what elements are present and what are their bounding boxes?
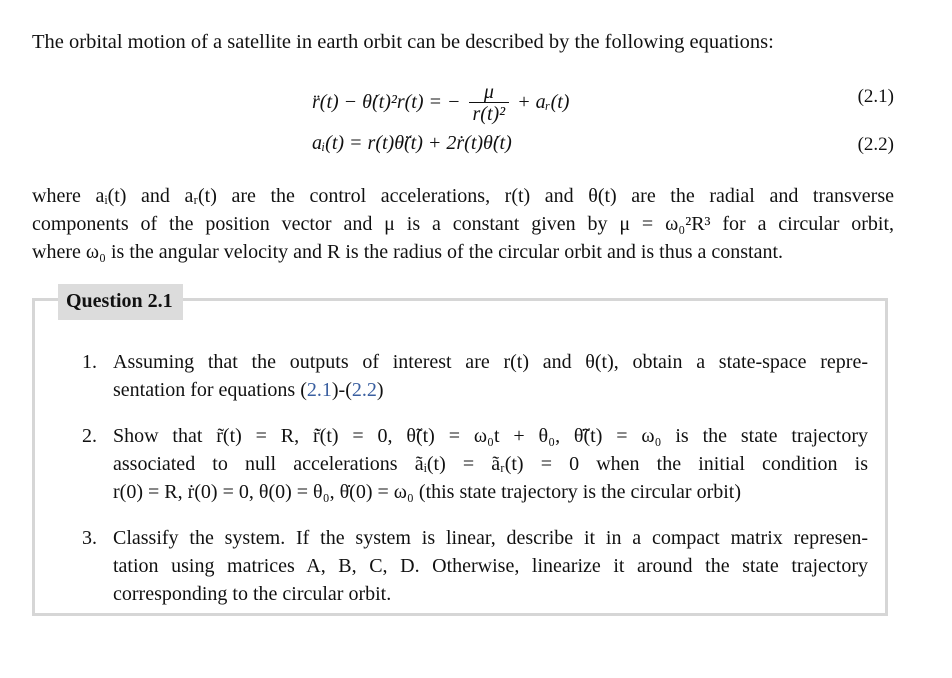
question-item-3 (82, 524, 868, 608)
question-item-line: Show that r̃(t) = R, r̃̇(t) = 0, θ̃(t) = ω₀t + θ₀, θ̃̇(t) = ω₀ is the state trajectory (113, 425, 868, 447)
description-line: components of the position vector and μ is a constant given by μ = ω₀²R³ for a circular orbit, (32, 213, 894, 235)
question-item-line-with-refs (113, 376, 868, 404)
ref-open-paren: ( (300, 379, 307, 401)
question-item-line: corresponding to the circular orbit. (113, 583, 392, 605)
ref-separator: - (338, 379, 346, 401)
question-item-number: 1. (82, 351, 97, 373)
equation-number-2-2: (2.2) (857, 134, 894, 155)
ref-close-paren: ) (331, 379, 339, 401)
equation-block (32, 72, 894, 172)
question-item-line: tation using matrices A, B, C, D. Otherwise, linearize it around the state trajectory (113, 555, 868, 577)
intro-sentence: The orbital motion of a satellite in earth orbit can be described by the following equations: (32, 31, 774, 53)
description-line: where ω₀ is the angular velocity and R is the radius of the circular orbit and is thus a constant. (32, 241, 784, 263)
ref-close-paren: ) (376, 379, 384, 401)
ref-open-paren: ( (345, 379, 352, 401)
question-item-line: Assuming that the outputs of interest are r(t) and θ(t), obtain a state-space repre- (113, 351, 868, 373)
fraction-numerator: μ (469, 82, 510, 103)
equation-2-1 (312, 82, 569, 125)
equation-2-2: aᵢ(t) = r(t)θ̈(t) + 2ṙ(t)θ̇(t) (312, 132, 512, 154)
question-item-line-text: sentation for equations (113, 379, 301, 401)
question-list (82, 348, 868, 628)
question-item-line: Classify the system. If the system is linear, describe it in a compact matrix represen- (113, 527, 868, 549)
equation-ref-2-1-link[interactable]: 2.1 (306, 379, 332, 401)
question-item-number: 2. (82, 425, 97, 447)
fraction-denominator: r(t)² (472, 103, 506, 125)
question-item-2 (82, 422, 868, 506)
description-line: where aᵢ(t) and aᵣ(t) are the control accelerations, r(t) and θ(t) are the radial and transverse (32, 185, 894, 207)
question-item-number: 3. (82, 527, 97, 549)
description-paragraph (32, 182, 894, 266)
question-title: Question 2.1 (58, 284, 183, 320)
question-item-1 (82, 348, 868, 404)
question-item-line: r(0) = R, ṙ(0) = 0, θ(0) = θ₀, θ̇(0) = ω₀ (this state trajectory is the circular orbit) (113, 481, 742, 503)
equation-2-1-rhs: + aᵣ(t) (517, 91, 570, 114)
equation-2-1-fraction (469, 82, 510, 125)
equation-2-1-lhs: r̈(t) − θ̇(t)²r(t) = − (312, 91, 461, 114)
equation-number-2-1: (2.1) (857, 86, 894, 107)
question-item-line: associated to null accelerations ãᵢ(t) = ãᵣ(t) = 0 when the initial condition is (113, 453, 868, 475)
equation-ref-2-2-link[interactable]: 2.2 (351, 379, 377, 401)
